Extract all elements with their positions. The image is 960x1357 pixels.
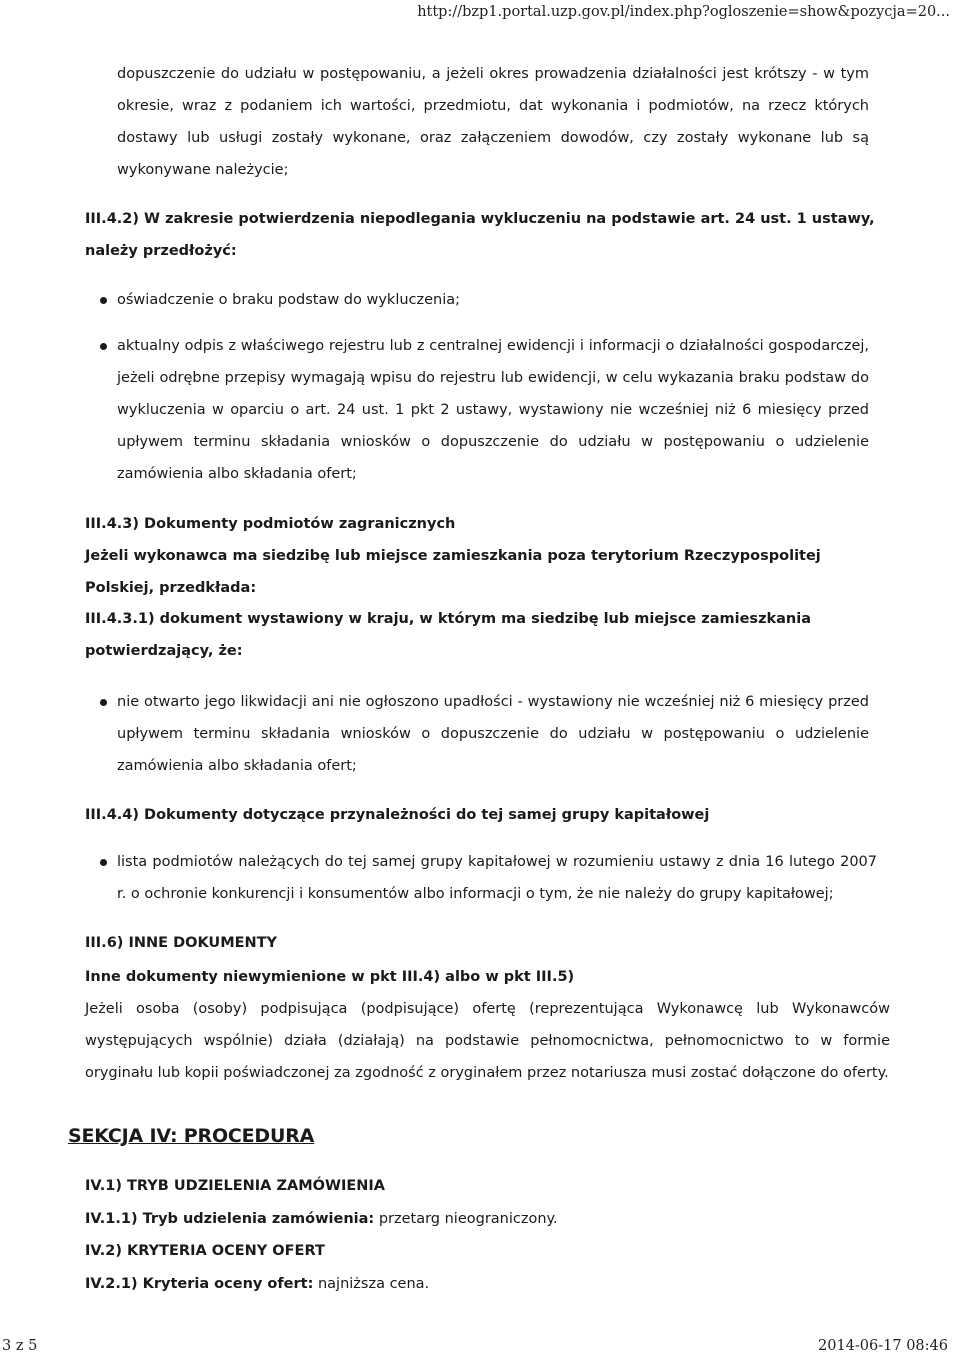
section-iii-4-3-title: III.4.3) Dokumenty podmiotów zagranicznych <box>85 516 456 532</box>
section-iv-1-title: IV.1) TRYB UDZIELENIA ZAMÓWIENIA <box>85 1178 385 1194</box>
section-iv-1-1-label: IV.1.1) Tryb udzielenia zamówienia: <box>85 1211 375 1227</box>
section-iii-4-3-subtitle: Jeżeli wykonawca ma siedzibę lub miejsce zamieszkania poza terytorium Rzeczypospolitej Polskiej, przedkłada: <box>85 548 821 596</box>
paragraph-intro: dopuszczenie do udziału w postępowaniu, a jeżeli okres prowadzenia działalności jest krótszy - w tym okresie, wraz z podaniem ich wartości, przedmiotu, dat wykonania i podmiotów, na rzecz których dostawy lub usługi zostały wykonane, oraz załączeniem dowodów, czy zostały wykonane lub są wykonywane należycie; <box>117 66 869 178</box>
section-iv-1-1-value: przetarg nieograniczony. <box>378 1211 558 1227</box>
section-iv-2-1-label: IV.2.1) Kryteria oceny ofert: <box>85 1276 314 1292</box>
section-iv-2-title: IV.2) KRYTERIA OCENY OFERT <box>85 1243 325 1259</box>
section-iii-6-subtitle: Inne dokumenty niewymienione w pkt III.4) albo w pkt III.5) <box>85 969 575 985</box>
section-iii-6-title: III.6) INNE DOKUMENTY <box>85 935 278 951</box>
bullet-icon <box>100 699 107 706</box>
section-iii-6-text: Jeżeli osoba (osoby) podpisująca (podpisujące) ofertę (reprezentująca Wykonawcę lub Wykonawców występujących wspólnie) działa (działają) na podstawie pełnomocnictwa, pełnomocnictwo to w formie oryginału lub kopii poświadczonej za zgodność z oryginałem przez notariusza musi zostać dołączone do oferty. <box>85 1001 890 1081</box>
print-datetime: 2014-06-17 08:46 <box>818 1338 948 1354</box>
page-number: 3 z 5 <box>2 1338 38 1354</box>
section-iv-2-1-value: najniższa cena. <box>317 1276 430 1292</box>
section-iv-2-1 <box>85 1268 875 1300</box>
section-iii-4-4-title: III.4.4) Dokumenty dotyczące przynależności do tej samej grupy kapitałowej <box>85 807 710 823</box>
list-item: lista podmiotów należących do tej samej grupy kapitałowej w rozumieniu ustawy z dnia 16 lutego 2007 r. o ochronie konkurencji i konsumentów albo informacji o tym, że nie należy do grupy kapitałowej; <box>117 854 877 902</box>
section-iii-4-3-1-title: III.4.3.1) dokument wystawiony w kraju, w którym ma siedzibę lub miejsce zamieszkania potwierdzający, że: <box>85 611 812 659</box>
bullet-icon <box>100 859 107 866</box>
section-iv-1-1 <box>85 1203 875 1235</box>
section-iv-title: SEKCJA IV: PROCEDURA <box>68 1125 315 1147</box>
list-item: aktualny odpis z właściwego rejestru lub z centralnej ewidencji i informacji o działalności gospodarczej, jeżeli odrębne przepisy wymagają wpisu do rejestru lub ewidencji, w celu wykazania braku podstaw do wykluczenia w oparciu o art. 24 ust. 1 pkt 2 ustawy, wystawiony nie wcześniej niż 6 miesięcy przed upływem terminu składania wniosków o dopuszczenie do udziału w postępowaniu o udzielenie zamówienia albo składania ofert; <box>117 338 869 482</box>
list-item: oświadczenie o braku podstaw do wykluczenia; <box>117 292 461 308</box>
list-item: nie otwarto jego likwidacji ani nie ogłoszono upadłości - wystawiony nie wcześniej niż 6 miesięcy przed upływem terminu składania wniosków o dopuszczenie do udziału w postępowaniu o udzielenie zamówienia albo składania ofert; <box>117 694 869 774</box>
section-iii-4-2-title: III.4.2) W zakresie potwierdzenia niepodlegania wykluczeniu na podstawie art. 24 ust. 1 ustawy, należy przedłożyć: <box>85 211 875 259</box>
bullet-icon <box>100 343 107 350</box>
header-url: http://bzp1.portal.uzp.gov.pl/index.php?ogloszenie=show&pozycja=20... <box>417 4 950 20</box>
bullet-icon <box>100 297 107 304</box>
